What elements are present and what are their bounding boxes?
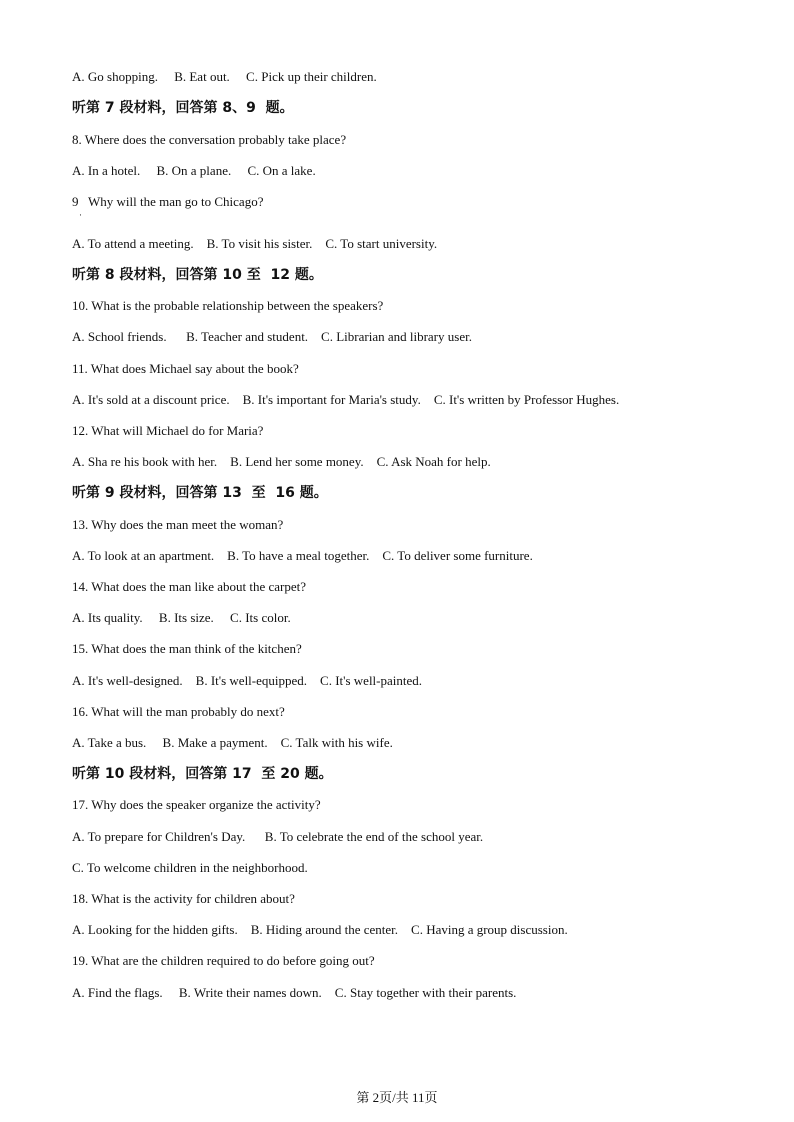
- answer-options: A. Looking for the hidden gifts. B. Hiding around the center. C. Having a group discussion.: [72, 922, 568, 937]
- question: 15. What does the man think of the kitchen?: [72, 641, 302, 656]
- section-heading: 听第 8 段材料，回答第 10 至 12 题。: [72, 267, 323, 283]
- question: 8. Where does the conversation probably take place?: [72, 132, 347, 147]
- question: 16. What will the man probably do next?: [72, 704, 285, 719]
- answer-options: A. Take a bus. B. Make a payment. C. Talk with his wife.: [72, 735, 393, 750]
- answer-options: A. Its quality. B. Its size. C. Its color.: [72, 610, 291, 625]
- answer-options: A. In a hotel. B. On a plane. C. On a lake.: [72, 163, 316, 178]
- answer-options: C. To welcome children in the neighborhood.: [72, 860, 308, 875]
- question: 18. What is the activity for children about?: [72, 891, 295, 906]
- answer-options: A. To look at an apartment. B. To have a meal together. C. To deliver some furniture.: [72, 548, 533, 563]
- question: 10. What is the probable relationship between the speakers?: [72, 298, 384, 313]
- question: 13. Why does the man meet the woman?: [72, 517, 284, 532]
- section-heading: 听第 7 段材料，回答第 8、9 题。: [72, 100, 294, 116]
- question: 12. What will Michael do for Maria?: [72, 423, 264, 438]
- answer-options: A. It's well-designed. B. It's well-equipped. C. It's well-painted.: [72, 673, 423, 688]
- answer-options: A. Sha re his book with her. B. Lend her some money. C. Ask Noah for help.: [72, 454, 491, 469]
- question: 14. What does the man like about the carpet?: [72, 579, 307, 594]
- section-heading: 听第 10 段材料，回答第 17 至 20 题。: [72, 766, 333, 782]
- question: 9 Why will the man go to Chicago?: [72, 194, 264, 209]
- answer-options: A. Go shopping. B. Eat out. C. Pick up their children.: [72, 69, 377, 84]
- answer-options: A. To attend a meeting. B. To visit his sister. C. To start university.: [72, 236, 438, 251]
- question: 17. Why does the speaker organize the activity?: [72, 797, 321, 812]
- answer-options: A. It's sold at a discount price. B. It's important for Maria's study. C. It's written by Professor Hughes.: [72, 392, 620, 407]
- page-footer: 第 2页/共 11页: [356, 1090, 438, 1105]
- answer-options: A. School friends. B. Teacher and student. C. Librarian and library user.: [72, 329, 472, 344]
- stray-mark: ·: [79, 210, 82, 220]
- answer-options: A. To prepare for Children's Day. B. To celebrate the end of the school year.: [72, 829, 484, 844]
- question: 11. What does Michael say about the book?: [72, 361, 299, 376]
- question: 19. What are the children required to do before going out?: [72, 953, 375, 968]
- section-heading: 听第 9 段材料，回答第 13 至 16 题。: [72, 485, 328, 501]
- answer-options: A. Find the flags. B. Write their names down. C. Stay together with their parents.: [72, 985, 517, 1000]
